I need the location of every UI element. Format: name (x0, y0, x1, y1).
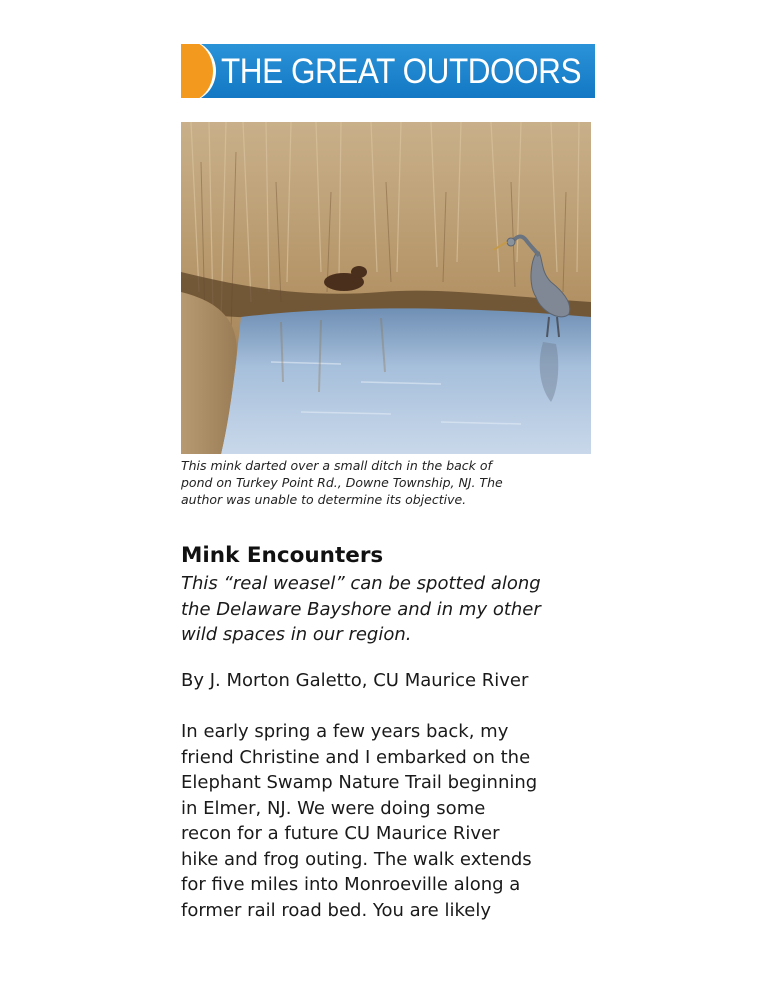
photo-caption (181, 457, 591, 508)
body-line: former rail road bed. You are likely (181, 899, 491, 921)
subhead-line: the Delaware Bayshore and in my other (181, 598, 541, 620)
article-subhead (181, 571, 601, 648)
body-line: Elephant Swamp Nature Trail beginning (181, 772, 538, 793)
body-line: in Elmer, NJ. We were doing some (181, 797, 486, 819)
article-headline: Mink Encounters (181, 543, 384, 568)
caption-line: This mink darted over a small ditch in the back of (181, 458, 492, 473)
section-banner (181, 44, 595, 98)
body-line: hike and frog outing. The walk extends (181, 848, 532, 870)
subhead-line: This “real weasel” can be spotted along (181, 573, 541, 594)
body-line: friend Christine and I embarked on the (181, 746, 531, 768)
banner-title: THE GREAT OUTDOORS (221, 52, 582, 91)
caption-line: author was unable to determine its objective. (181, 492, 467, 507)
body-line: In early spring a few years back, my (181, 721, 509, 742)
body-line: recon for a future CU Maurice River (181, 823, 500, 844)
caption-line: pond on Turkey Point Rd., Downe Township, NJ. The (181, 475, 503, 490)
banner-accent-shape (181, 44, 216, 98)
article-photo (181, 122, 591, 454)
subhead-line: wild spaces in our region. (181, 624, 412, 645)
article-byline: By J. Morton Galetto, CU Maurice River (181, 670, 529, 691)
article-body (181, 719, 601, 923)
body-line: for five miles into Monroeville along a (181, 874, 521, 895)
